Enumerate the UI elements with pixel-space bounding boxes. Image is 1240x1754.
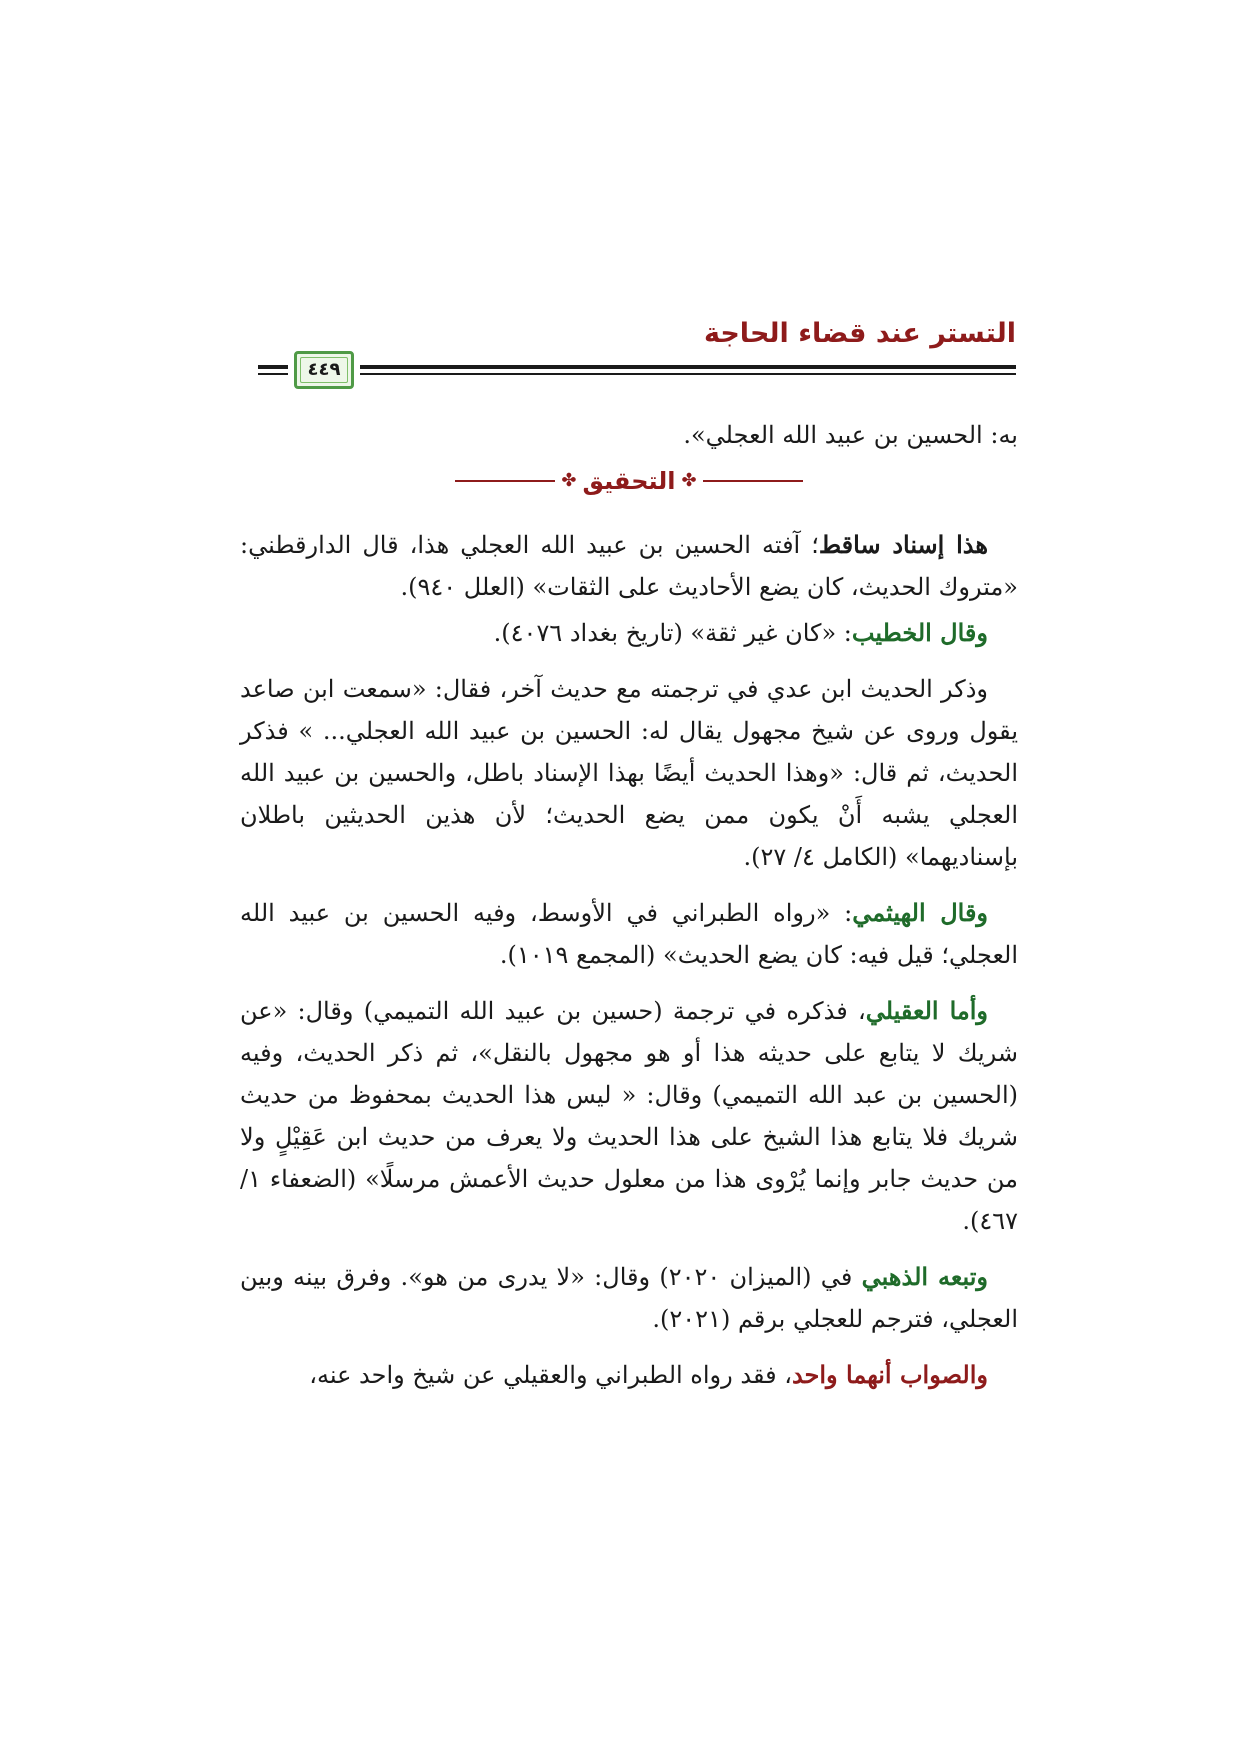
paragraph-dhahabi [240, 1256, 1018, 1340]
paragraph-isnad [240, 524, 1018, 608]
scholar-name: وأما العقيلي [865, 996, 989, 1025]
running-title: التستر عند قضاء الحاجة [703, 318, 1016, 349]
paragraph-text: ، فقد رواه الطبراني والعقيلي عن شيخ واحد عنه، [309, 1361, 792, 1389]
section-title: التحقيق [582, 467, 676, 495]
divider-line-left [455, 480, 555, 482]
section-divider [240, 460, 1018, 502]
paragraph-text: به: الحسين بن عبيد الله العجلي». [683, 421, 1018, 449]
ornament-icon: ✤ [561, 470, 577, 491]
scholar-name: وقال الخطيب [851, 618, 988, 647]
paragraph-khatib [240, 612, 1018, 654]
verdict-bold: هذا إسناد ساقط [818, 530, 989, 559]
paragraph-continuation [240, 414, 1018, 456]
page-header [258, 318, 1016, 388]
ornament-icon: ✤ [681, 470, 697, 491]
paragraph-conclusion [240, 1354, 1018, 1396]
divider-line-right [703, 480, 803, 482]
paragraph-text: ؛ آفته الحسين بن عبيد الله العجلي هذا، قال الدارقطني: «متروك الحديث، كان يضع الأحاديث على الثقات» (العلل ٩٤٠). [240, 531, 1018, 601]
conclusion-phrase: والصواب أنهما واحد [791, 1360, 988, 1389]
paragraph-text: ، فذكره في ترجمة (حسين بن عبيد الله التميمي) وقال: «عن شريك لا يتابع على حديثه هذا أو هو مجهول بالنقل»، ثم ذكر الحديث، وفيه (الحسين بن عبد الله التميمي) وقال: « ليس هذا الحديث بمحفوظ من حديث شريك فلا يتابع هذا الشيخ على هذا الحديث ولا يعرف من حديث ابن عَقِيْلٍ ولا من حديث جابر وإنما يُرْوى هذا من معلول حديث الأعمش مرسلًا» (الضعفاء ١/ ٤٦٧). [240, 997, 1018, 1235]
page-number-badge [294, 351, 354, 389]
page-number: ٤٤٩ [307, 359, 341, 380]
scholar-name: وقال الهيثمي [852, 898, 989, 927]
header-rule-left [258, 365, 288, 377]
paragraph-uqayli [240, 990, 1018, 1242]
header-rule-right [360, 365, 1016, 377]
paragraph-text: وذكر الحديث ابن عدي في ترجمته مع حديث آخر، فقال: «سمعت ابن صاعد يقول وروى عن شيخ مجهول يقال له: الحسين بن عبيد الله العجلي... » فذكر الحديث، ثم قال: «وهذا الحديث أيضًا بهذا الإسناد باطل، والحسين بن عبيد الله العجلي يشبه أَنْ يكون ممن يضع الحديث؛ لأن هذين الحديثين باطلان بإسناديهما» (الكامل ٤/ ٢٧). [240, 675, 1018, 871]
paragraph-ibn-adi [240, 668, 1018, 878]
page-body [240, 414, 1018, 1410]
scholar-name: وتبعه الذهبي [861, 1262, 988, 1291]
paragraph-haythami [240, 892, 1018, 976]
paragraph-text: في (الميزان ٢٠٢٠) وقال: «لا يدرى من هو». وفرق بينه وبين العجلي، فترجم للعجلي برقم (٢٠٢١). [240, 1263, 1018, 1333]
paragraph-text: : «رواه الطبراني في الأوسط، وفيه الحسين بن عبيد الله العجلي؛ قيل فيه: كان يضع الحديث» (المجمع ١٠١٩). [240, 899, 1018, 969]
paragraph-text: : «كان غير ثقة» (تاريخ بغداد ٤٠٧٦). [493, 619, 852, 647]
